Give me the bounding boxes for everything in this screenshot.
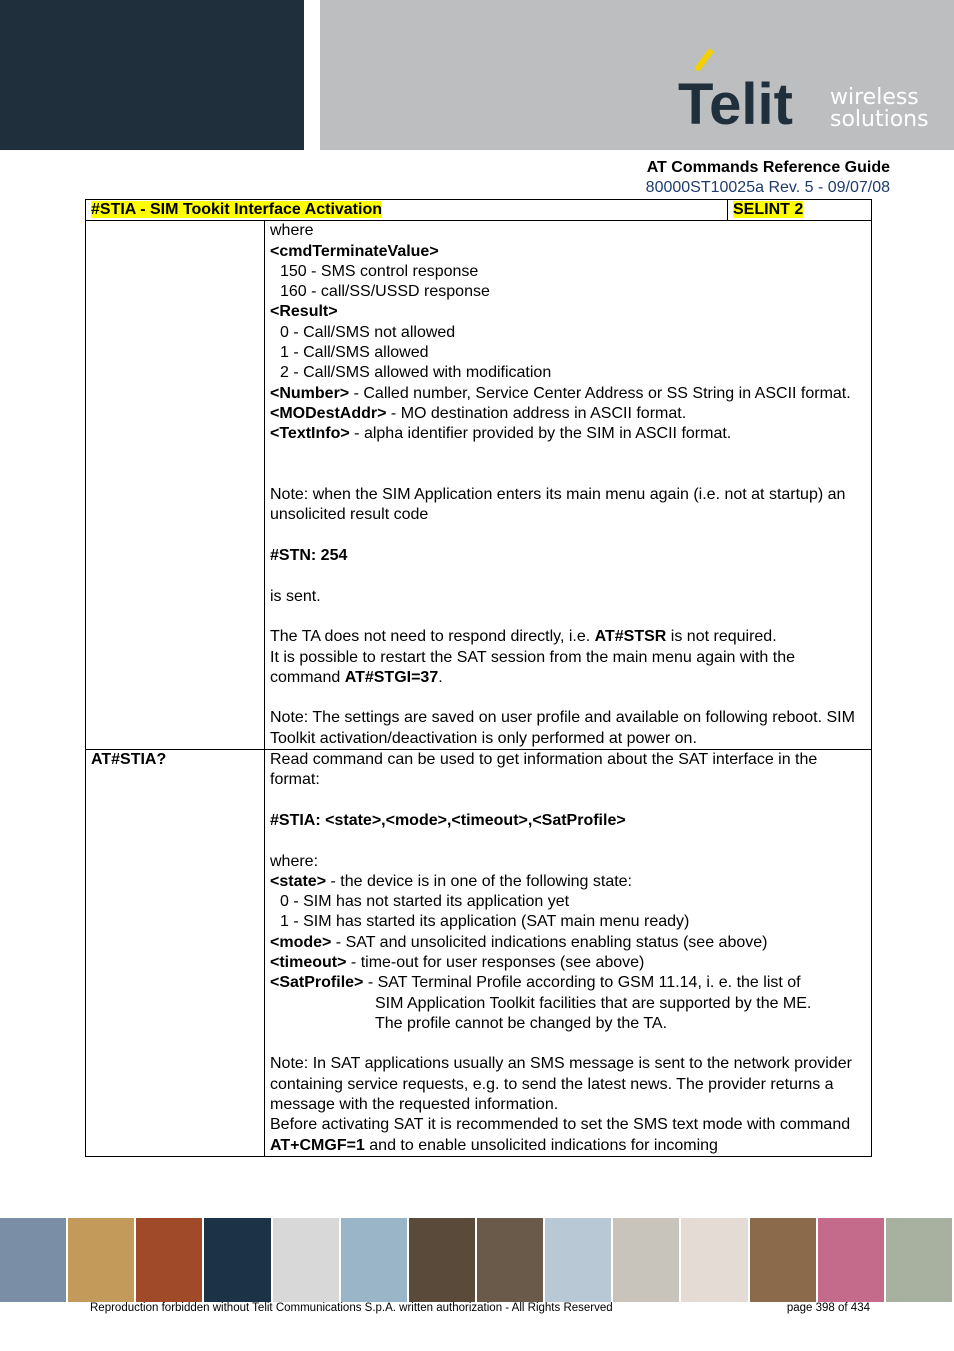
text-line: It is possible to restart the SAT session from the main menu again with the command AT#STGI=37. [270, 648, 795, 686]
command-cell [86, 221, 265, 750]
param-text: - SAT and unsolicited indications enabling status (see above) [331, 933, 768, 951]
param-description [270, 973, 869, 993]
photo-tile [341, 1218, 409, 1302]
photo-tile [204, 1218, 272, 1302]
param-text: - time-out for user responses (see above) [346, 953, 645, 971]
photo-tile [545, 1218, 613, 1302]
footer-photo-strip [0, 1218, 954, 1302]
table-header-row [86, 200, 872, 221]
photo-tile [818, 1218, 886, 1302]
unsolicited-code: #STN: 254 [270, 547, 348, 565]
param-text: - the device is in one of the following state: [326, 872, 632, 890]
param-description [270, 424, 869, 444]
param-description [270, 404, 869, 424]
table-title-cell [86, 200, 728, 221]
response-format: #STIA: <state>,<mode>,<timeout>,<SatProfile> [270, 811, 626, 829]
param-description [270, 872, 869, 892]
selint-tag: SELINT 2 [733, 201, 804, 218]
command-ref: AT#STGI=37 [344, 668, 439, 686]
param-label: <Result> [270, 303, 338, 321]
param-value: 1 - SIM has started its application (SAT main menu ready) [280, 913, 690, 931]
logo-wordmark: Telit [678, 72, 793, 134]
note-text: Note: In SAT applications usually an SMS message is sent to the network provider containing service requests, e.g. to send the latest news. The provider returns a message with the requested information. [270, 1055, 852, 1114]
copyright-notice: Reproduction forbidden without Telit Communications S.p.A. written authorization - All Rights Reserved [90, 1302, 613, 1314]
text-line: Read command can be used to get information about the SAT interface in the format: [270, 751, 818, 789]
text-line: The TA does not need to respond directly, i.e. AT#STSR is not required. [270, 628, 777, 646]
param-label: <SatProfile> [270, 974, 364, 992]
param-value: 0 - Call/SMS not allowed [280, 323, 456, 341]
param-value: 2 - Call/SMS allowed with modification [280, 364, 552, 382]
photo-tile [136, 1218, 204, 1302]
param-label: <timeout> [270, 953, 347, 971]
param-label: <state> [270, 872, 327, 890]
command-cell: AT#STIA? [86, 750, 265, 1157]
param-description [270, 953, 869, 973]
param-text: - MO destination address in ASCII format. [386, 404, 687, 422]
logo-accent-mark [698, 52, 710, 68]
text-line: Before activating SAT it is recommended to set the SMS text mode with command AT+CMGF=1 and to enable unsolicited indications for incoming [270, 1116, 851, 1154]
table-tag-cell [728, 200, 872, 221]
text-line: where [270, 222, 314, 240]
text-line: where: [270, 852, 319, 870]
page-number: page 398 of 434 [786, 1302, 870, 1314]
param-label: <Number> [270, 384, 350, 402]
param-label: <TextInfo> [270, 425, 350, 443]
photo-tile [0, 1218, 68, 1302]
photo-tile [273, 1218, 341, 1302]
param-text: - Called number, Service Center Address or SS String in ASCII format. [349, 384, 851, 402]
table-title: #STIA - SIM Tookit Interface Activation [91, 201, 382, 218]
photo-tile [613, 1218, 681, 1302]
param-label: <cmdTerminateValue> [270, 242, 439, 260]
param-text: - SAT Terminal Profile according to GSM 11.14, i. e. the list of [363, 974, 801, 992]
param-label: <mode> [270, 933, 332, 951]
param-value: 160 - call/SS/USSD response [280, 283, 490, 301]
table-row [86, 221, 872, 750]
param-value: 0 - SIM has not started its application yet [280, 893, 570, 911]
text-line: is sent. [270, 587, 321, 605]
table-row [86, 750, 872, 1157]
command-ref: AT+CMGF=1 [270, 1136, 365, 1154]
guide-title: AT Commands Reference Guide [646, 159, 890, 176]
photo-tile [68, 1218, 136, 1302]
note-text: Note: when the SIM Application enters its main menu again (i.e. not at startup) an unsolicited result code [270, 486, 846, 524]
param-value: 150 - SMS control response [280, 262, 479, 280]
param-text-continued: SIM Application Toolkit facilities that are supported by the ME. [375, 994, 812, 1012]
command-table [85, 199, 872, 1157]
param-label: <MODestAddr> [270, 404, 387, 422]
logo-tagline-1: wireless [830, 85, 919, 110]
photo-tile [681, 1218, 749, 1302]
description-cell [265, 750, 872, 1157]
param-text: - alpha identifier provided by the SIM in ASCII format. [349, 425, 732, 443]
command-ref: AT#STSR [594, 628, 667, 646]
param-value: 1 - Call/SMS allowed [280, 344, 429, 362]
photo-tile [886, 1218, 954, 1302]
telit-logo [670, 44, 930, 134]
param-description [270, 933, 869, 953]
header-dark-panel [0, 0, 304, 150]
param-description [270, 384, 869, 404]
description-cell [265, 221, 872, 750]
logo-tagline-2: solutions [830, 107, 929, 132]
photo-tile [477, 1218, 545, 1302]
note-text: Note: The settings are saved on user profile and available on following reboot. SIM Toolkit activation/deactivation is only performed at power on. [270, 709, 855, 747]
photo-tile [409, 1218, 477, 1302]
guide-subtitle: 80000ST10025a Rev. 5 - 09/07/08 [645, 179, 890, 196]
param-text-continued: The profile cannot be changed by the TA. [375, 1014, 668, 1032]
photo-tile [750, 1218, 818, 1302]
page-footer [90, 1302, 870, 1314]
